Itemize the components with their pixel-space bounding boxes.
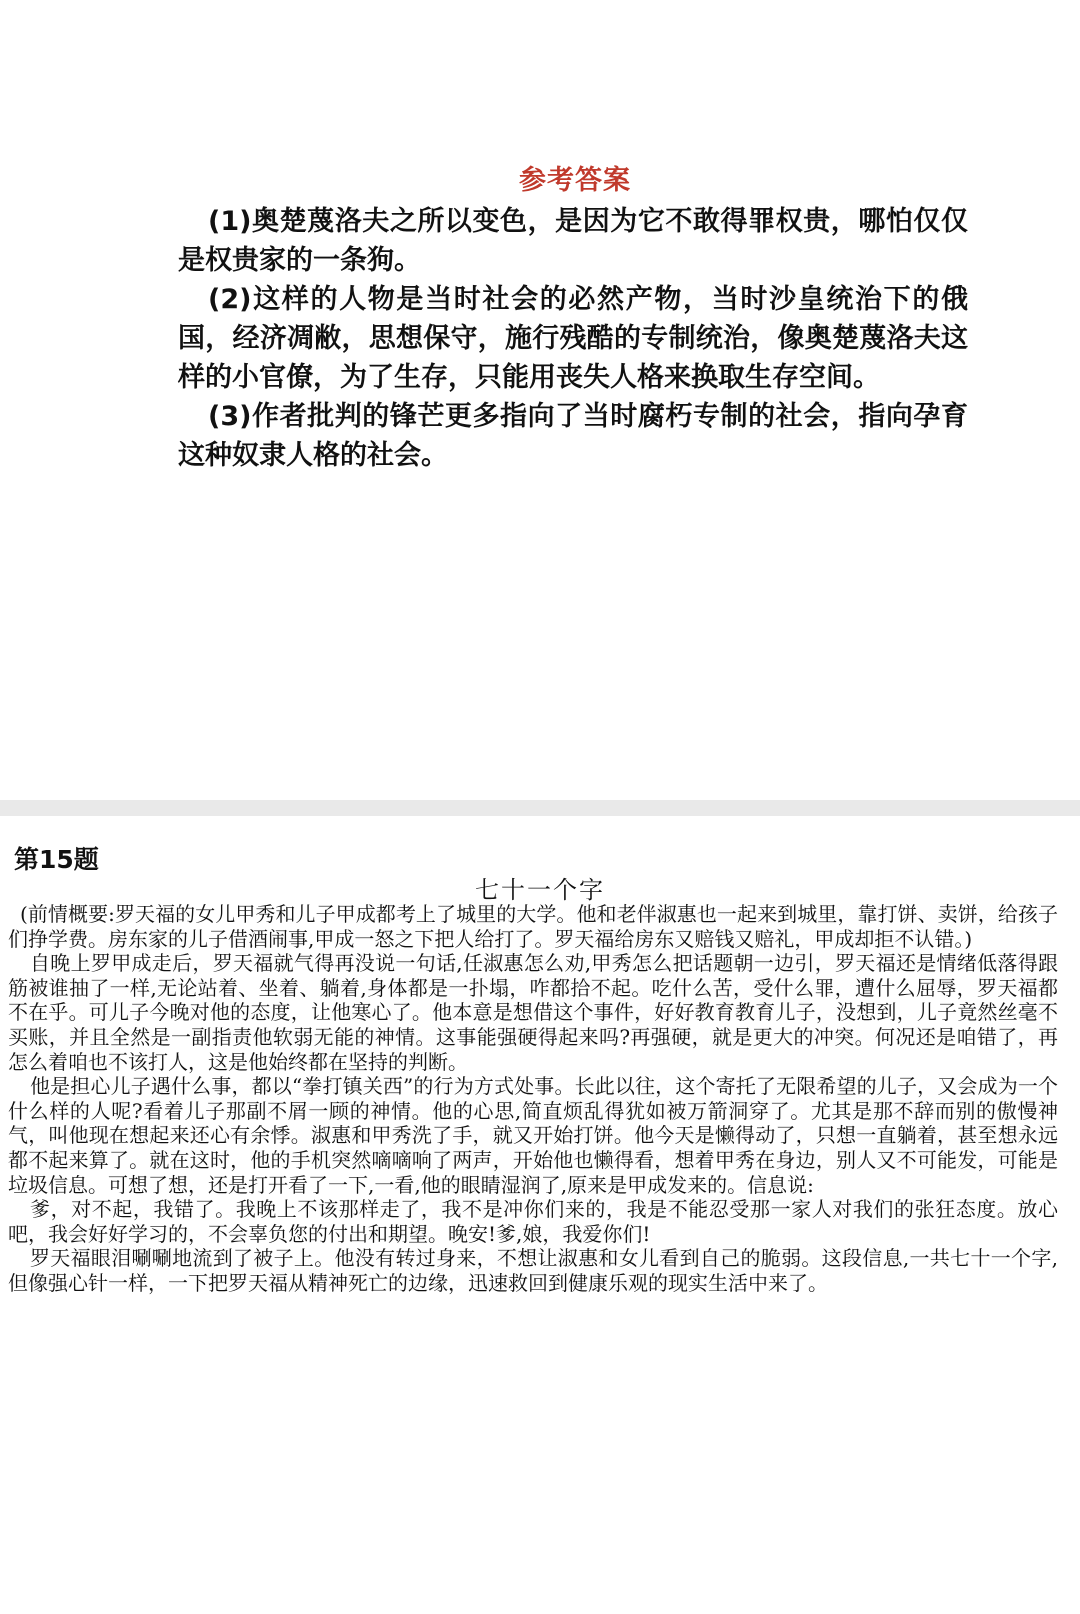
story-paragraph-message: 爹，对不起，我错了。我晚上不该那样走了，我不是冲你们来的，我是不能忍受那一家人对我们的张狂态度。放心吧，我会好好学习的，不会辜负您的付出和期望。晚安!爹,娘，我爱你们! [8, 1197, 1058, 1246]
story-title: 七十一个字 [475, 876, 605, 904]
answer-list [178, 202, 968, 475]
story-paragraph-2: 他是担心儿子遇什么事，都以“拳打镇关西”的行为方式处事。长此以往，这个寄托了无限希望的儿子，又会成为一个什么样的人呢?看着儿子那副不屑一顾的神情。他的心思,简直烦乱得犹如被万箭洞穿了。尤其是那不辞而别的傲慢神气，叫他现在想起来还心有余悸。淑惠和甲秀洗了手，就又开始打饼。他今天是懒得动了，只想一直躺着，甚至想永远都不起来算了。就在这时，他的手机突然嘀嘀响了两声，开始他也懒得看，想着甲秀在身边，别人又不可能发，可能是垃圾信息。可想了想，还是打开看了一下,一看,他的眼睛湿润了,原来是甲成发来的。信息说: [8, 1074, 1058, 1197]
story-paragraph-ending: 罗天福眼泪唰唰地流到了被子上。他没有转过身来，不想让淑惠和女儿看到自己的脆弱。这段信息,一共七十一个字,但像强心针一样，一下把罗天福从精神死亡的边缘，迅速救回到健康乐观的现实生活中来了。 [8, 1246, 1058, 1295]
answer-item-3: (3)作者批判的锋芒更多指向了当时腐朽专制的社会，指向孕育这种奴隶人格的社会。 [178, 401, 968, 471]
story-paragraph-1: 自晚上罗甲成走后，罗天福就气得再没说一句话,任淑惠怎么劝,甲秀怎么把话题朝一边引，罗天福还是情绪低落得跟筋被谁抽了一样,无论站着、坐着、躺着,身体都是一扑塌，咋都拾不起。吃什么苦，受什么罪，遭什么屈辱，罗天福都不在乎。可儿子今晚对他的态度，让他寒心了。他本意是想借这个事件，好好教育教育儿子，没想到，儿子竟然丝毫不买账，并且全然是一副指责他软弱无能的神情。这事能强硬得起来吗?再强硬，就是更大的冲突。何况还是咱错了，再怎么着咱也不该打人，这是他始终都在坚持的判断。 [8, 951, 1058, 1074]
answer-item-1: (1)奥楚蔑洛夫之所以变色，是因为它不敢得罪权贵，哪怕仅仅是权贵家的一条狗。 [178, 206, 968, 276]
story-body [8, 902, 1058, 1296]
question-number: 第15题 [14, 845, 99, 874]
story-paragraph-preface: (前情概要:罗天福的女儿甲秀和儿子甲成都考上了城里的大学。他和老伴淑惠也一起来到城里，靠打饼、卖饼，给孩子们挣学费。房东家的儿子借酒闹事,甲成一怒之下把人给打了。罗天福给房东又赔钱又赔礼，甲成却拒不认错。) [8, 902, 1058, 951]
answer-page [0, 0, 1080, 800]
answer-item-2: (2)这样的人物是当时社会的必然产物，当时沙皇统治下的俄国，经济凋敝，思想保守，施行残酷的专制统治，像奥楚蔑洛夫这样的小官僚，为了生存，只能用丧失人格来换取生存空间。 [178, 284, 968, 393]
page-separator [0, 800, 1080, 816]
answer-heading: 参考答案 [519, 165, 631, 196]
question-page [0, 816, 1080, 1614]
